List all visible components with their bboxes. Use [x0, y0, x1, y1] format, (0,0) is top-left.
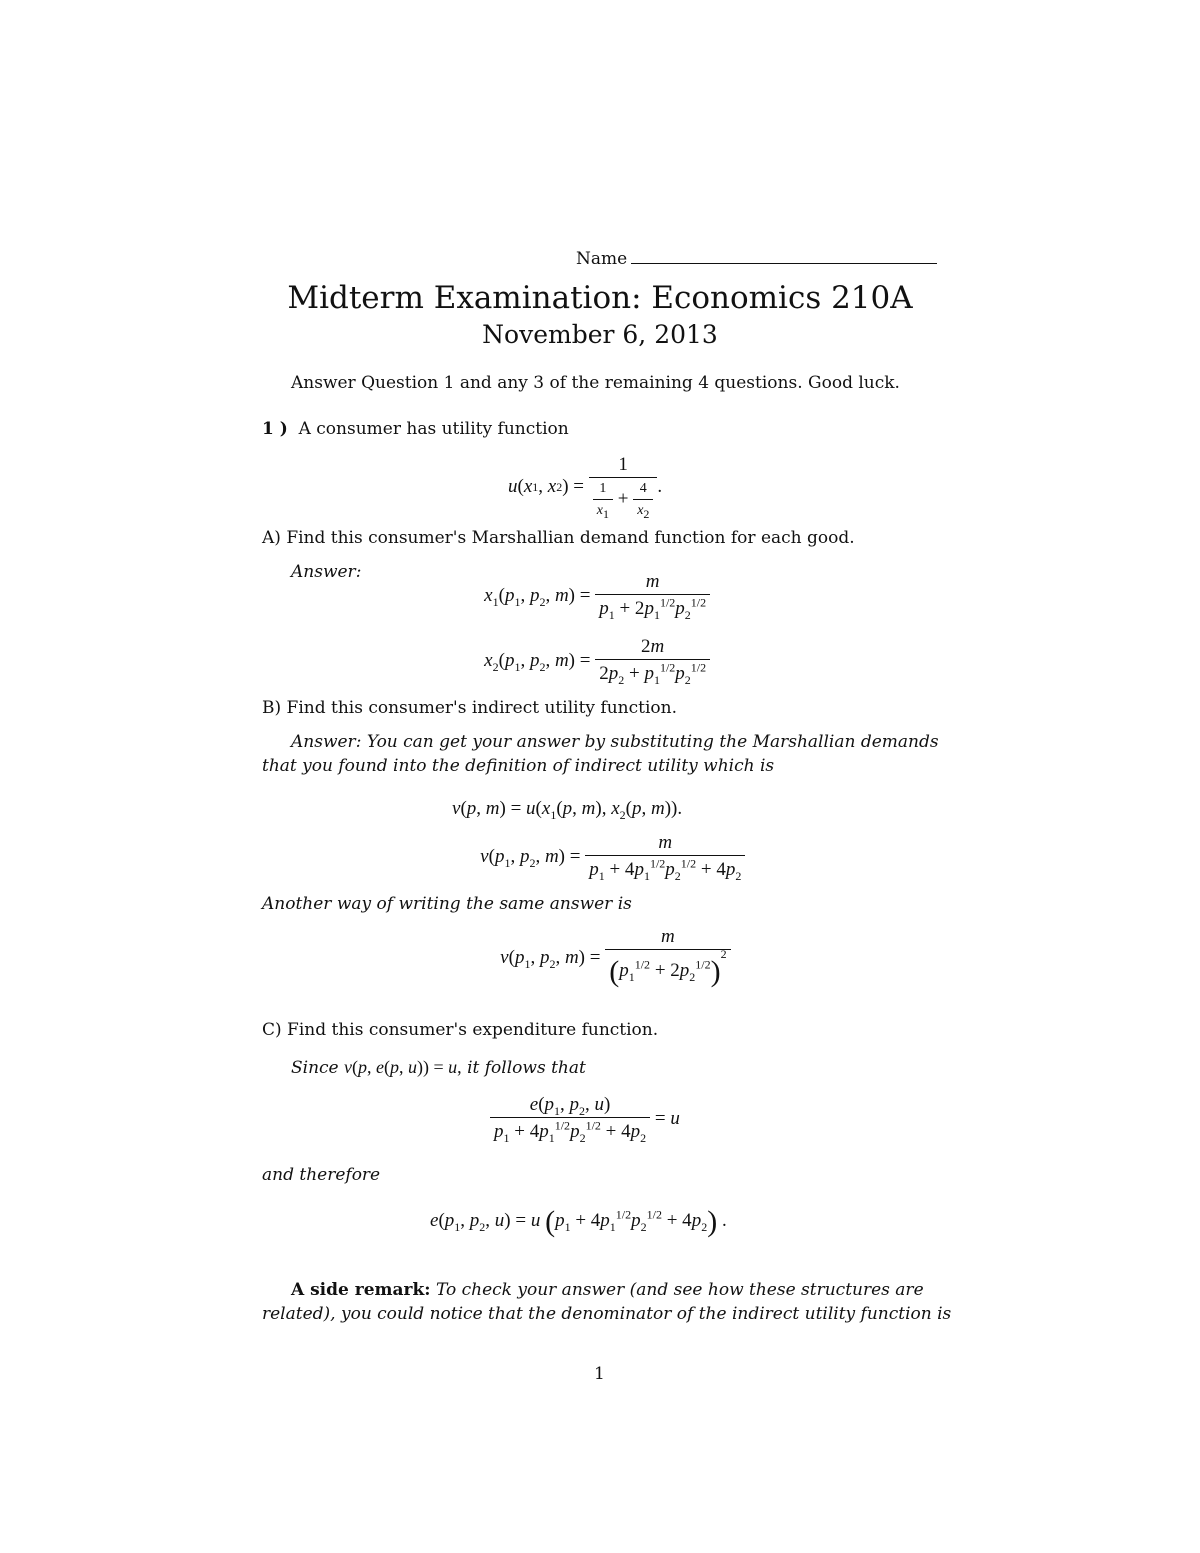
name-label: Name — [576, 249, 628, 269]
instructions: Answer Question 1 and any 3 of the remaining 4 questions. Good luck. — [291, 373, 900, 393]
question-number: 1 ) A consumer has utility function — [262, 419, 569, 439]
name-field[interactable] — [631, 263, 937, 264]
part-b-answer-line2: that you found into the definition of indirect utility which is — [262, 756, 775, 776]
part-c-question: C) Find this consumer's expenditure function. — [262, 1020, 659, 1040]
answer-label: Answer: — [291, 562, 362, 582]
expenditure-identity-equation: $\frac{e(p_1, p_2, u)}{p_1 + 4p_1^{1/2}p_2^{1/2} + 4p_2}$ = u — [490, 1095, 680, 1141]
expenditure-function-equation: $e(p_1$, $p_2$, u) = u $(p_1 + 4p_1^{1/2}p_2^{1/2} + 4p_2)$ . — [430, 1205, 727, 1238]
side-remark-line2: related), you could notice that the denominator of the indirect utility function is — [262, 1304, 952, 1324]
indirect-utility-definition: v(p, $m) = u(x_1(p$, m), $x_2(p$, m)). — [452, 798, 683, 822]
and-therefore-text: and therefore — [262, 1165, 381, 1185]
page-title: Midterm Examination: Economics 210A — [287, 280, 913, 316]
indirect-utility-alt-equation: $v(p_1$, $p_2$, m) = $\frac{m}{(p_1^{1/2} + 2p_2^{1/2})^2}$ — [440, 927, 731, 987]
part-b-answer-line1: Answer: You can get your answer by substituting the Marshallian demands — [291, 732, 939, 752]
side-remark-line1: A side remark: To check your answer (and see how these structures are — [291, 1280, 924, 1300]
since-line: Since v(p, e(p, u)) = u, it follows that — [291, 1057, 586, 1078]
utility-equation: u ( x 1 , x 2 ) = 1 $\frac{1}{x_1}$ + $\frac{4}{x_2}$ . — [508, 454, 663, 521]
another-way-text: Another way of writing the same answer is — [262, 894, 632, 914]
part-a-question: A) Find this consumer's Marshallian demand function for each good. — [262, 528, 855, 548]
exam-date: November 6, 2013 — [482, 320, 718, 349]
demand-x1-equation: $x_1(p_1$, $p_2$, m) = $\frac{m}{p_1 + 2p_1^{1/2}p_2^{1/2}}$ — [440, 572, 710, 618]
demand-x2-equation: $x_2(p_1$, $p_2$, m) = $\frac{2m}{2p_2 + p_1^{1/2}p_2^{1/2}}$ — [440, 637, 710, 683]
part-b-question: B) Find this consumer's indirect utility function. — [262, 698, 677, 718]
page-number: 1 — [594, 1364, 605, 1384]
indirect-utility-equation: $v(p_1$, $p_2$, m) = $\frac{m}{p_1 + 4p_1^{1/2}p_2^{1/2} + 4p_2}$ — [440, 833, 745, 879]
